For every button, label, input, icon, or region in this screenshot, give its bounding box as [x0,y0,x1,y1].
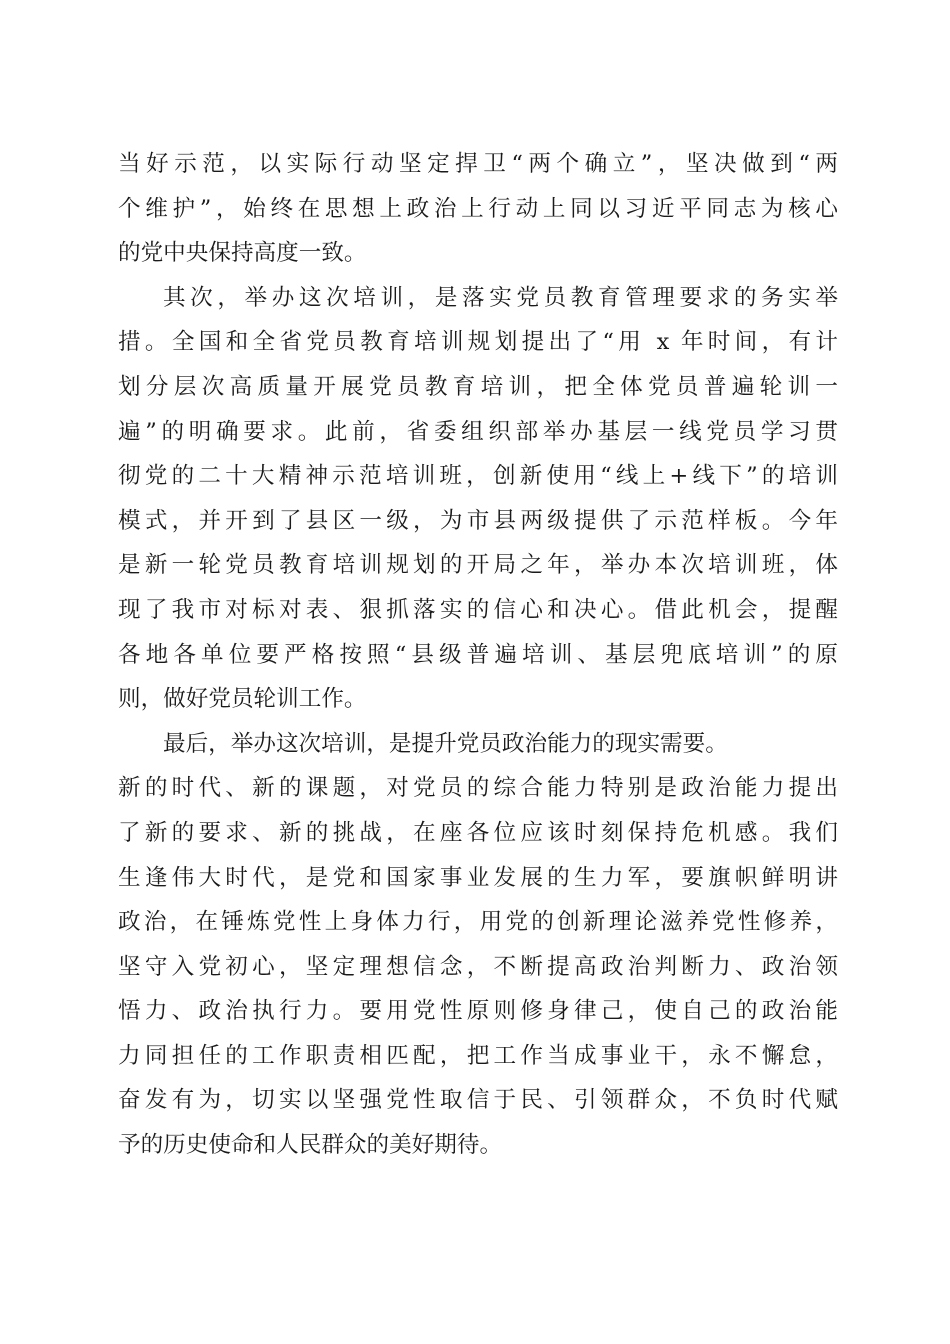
paragraph-3-line-8: 力同担任的工作职责相匹配，把工作当成事业干，永不懈怠， [118,1042,838,1069]
paragraph-2-line-1: 其次，举办这次培训，是落实党员教育管理要求的务实举 [163,284,838,311]
paragraph-1-line-2: 个维护”，始终在思想上政治上行动上同以习近平同志为核心 [118,195,838,222]
paragraph-3-line-1: 最后，举办这次培训，是提升党员政治能力的现实需要。 [163,730,728,757]
paragraph-2-line-2: 措。全国和全省党员教育培训规划提出了“用 x 年时间，有计 [118,329,838,356]
paragraph-1-line-3: 的党中央保持高度一致。 [118,240,367,267]
paragraph-1-line-1: 当好示范，以实际行动坚定捍卫“两个确立”，坚决做到“两 [118,151,838,177]
paragraph-3-line-6: 坚守入党初心，坚定理想信念，不断提高政治判断力、政治领 [118,953,838,980]
paragraph-3-line-7: 悟力、政治执行力。要用党性原则修身律己，使自己的政治能 [118,998,838,1025]
paragraph-2-line-5: 彻党的二十大精神示范培训班，创新使用“线上+线下”的培训 [118,463,838,490]
paragraph-3-line-10: 予的历史使命和人民群众的美好期待。 [118,1132,503,1159]
paragraph-3-line-2: 新的时代、新的课题，对党员的综合能力特别是政治能力提出 [118,775,838,802]
paragraph-2-line-6: 模式，并开到了县区一级，为市县两级提供了示范样板。今年 [118,507,838,534]
paragraph-2-line-3: 划分层次高质量开展党员教育培训，把全体党员普遍轮训一 [118,373,838,400]
paragraph-2-line-7: 是新一轮党员教育培训规划的开局之年，举办本次培训班，体 [118,552,838,579]
paragraph-3-line-5: 政治，在锤炼党性上身体力行，用党的创新理论滋养党性修养， [118,909,838,936]
document-body [118,142,838,1168]
paragraph-2-line-10: 则，做好党员轮训工作。 [118,686,367,713]
paragraph-3-line-3: 了新的要求、新的挑战，在座各位应该时刻保持危机感。我们 [118,819,838,846]
paragraph-3-line-4: 生逢伟大时代，是党和国家事业发展的生力军，要旗帜鲜明讲 [118,864,838,891]
paragraph-3-line-9: 奋发有为，切实以坚强党性取信于民、引领群众，不负时代赋 [118,1087,838,1114]
paragraph-2-line-9: 各地各单位要严格按照“县级普遍培训、基层兜底培训”的原 [118,641,838,668]
paragraph-2-line-8: 现了我市对标对表、狠抓落实的信心和决心。借此机会，提醒 [118,596,838,623]
paragraph-2-line-4: 遍”的明确要求。此前，省委组织部举办基层一线党员学习贯 [118,418,838,445]
